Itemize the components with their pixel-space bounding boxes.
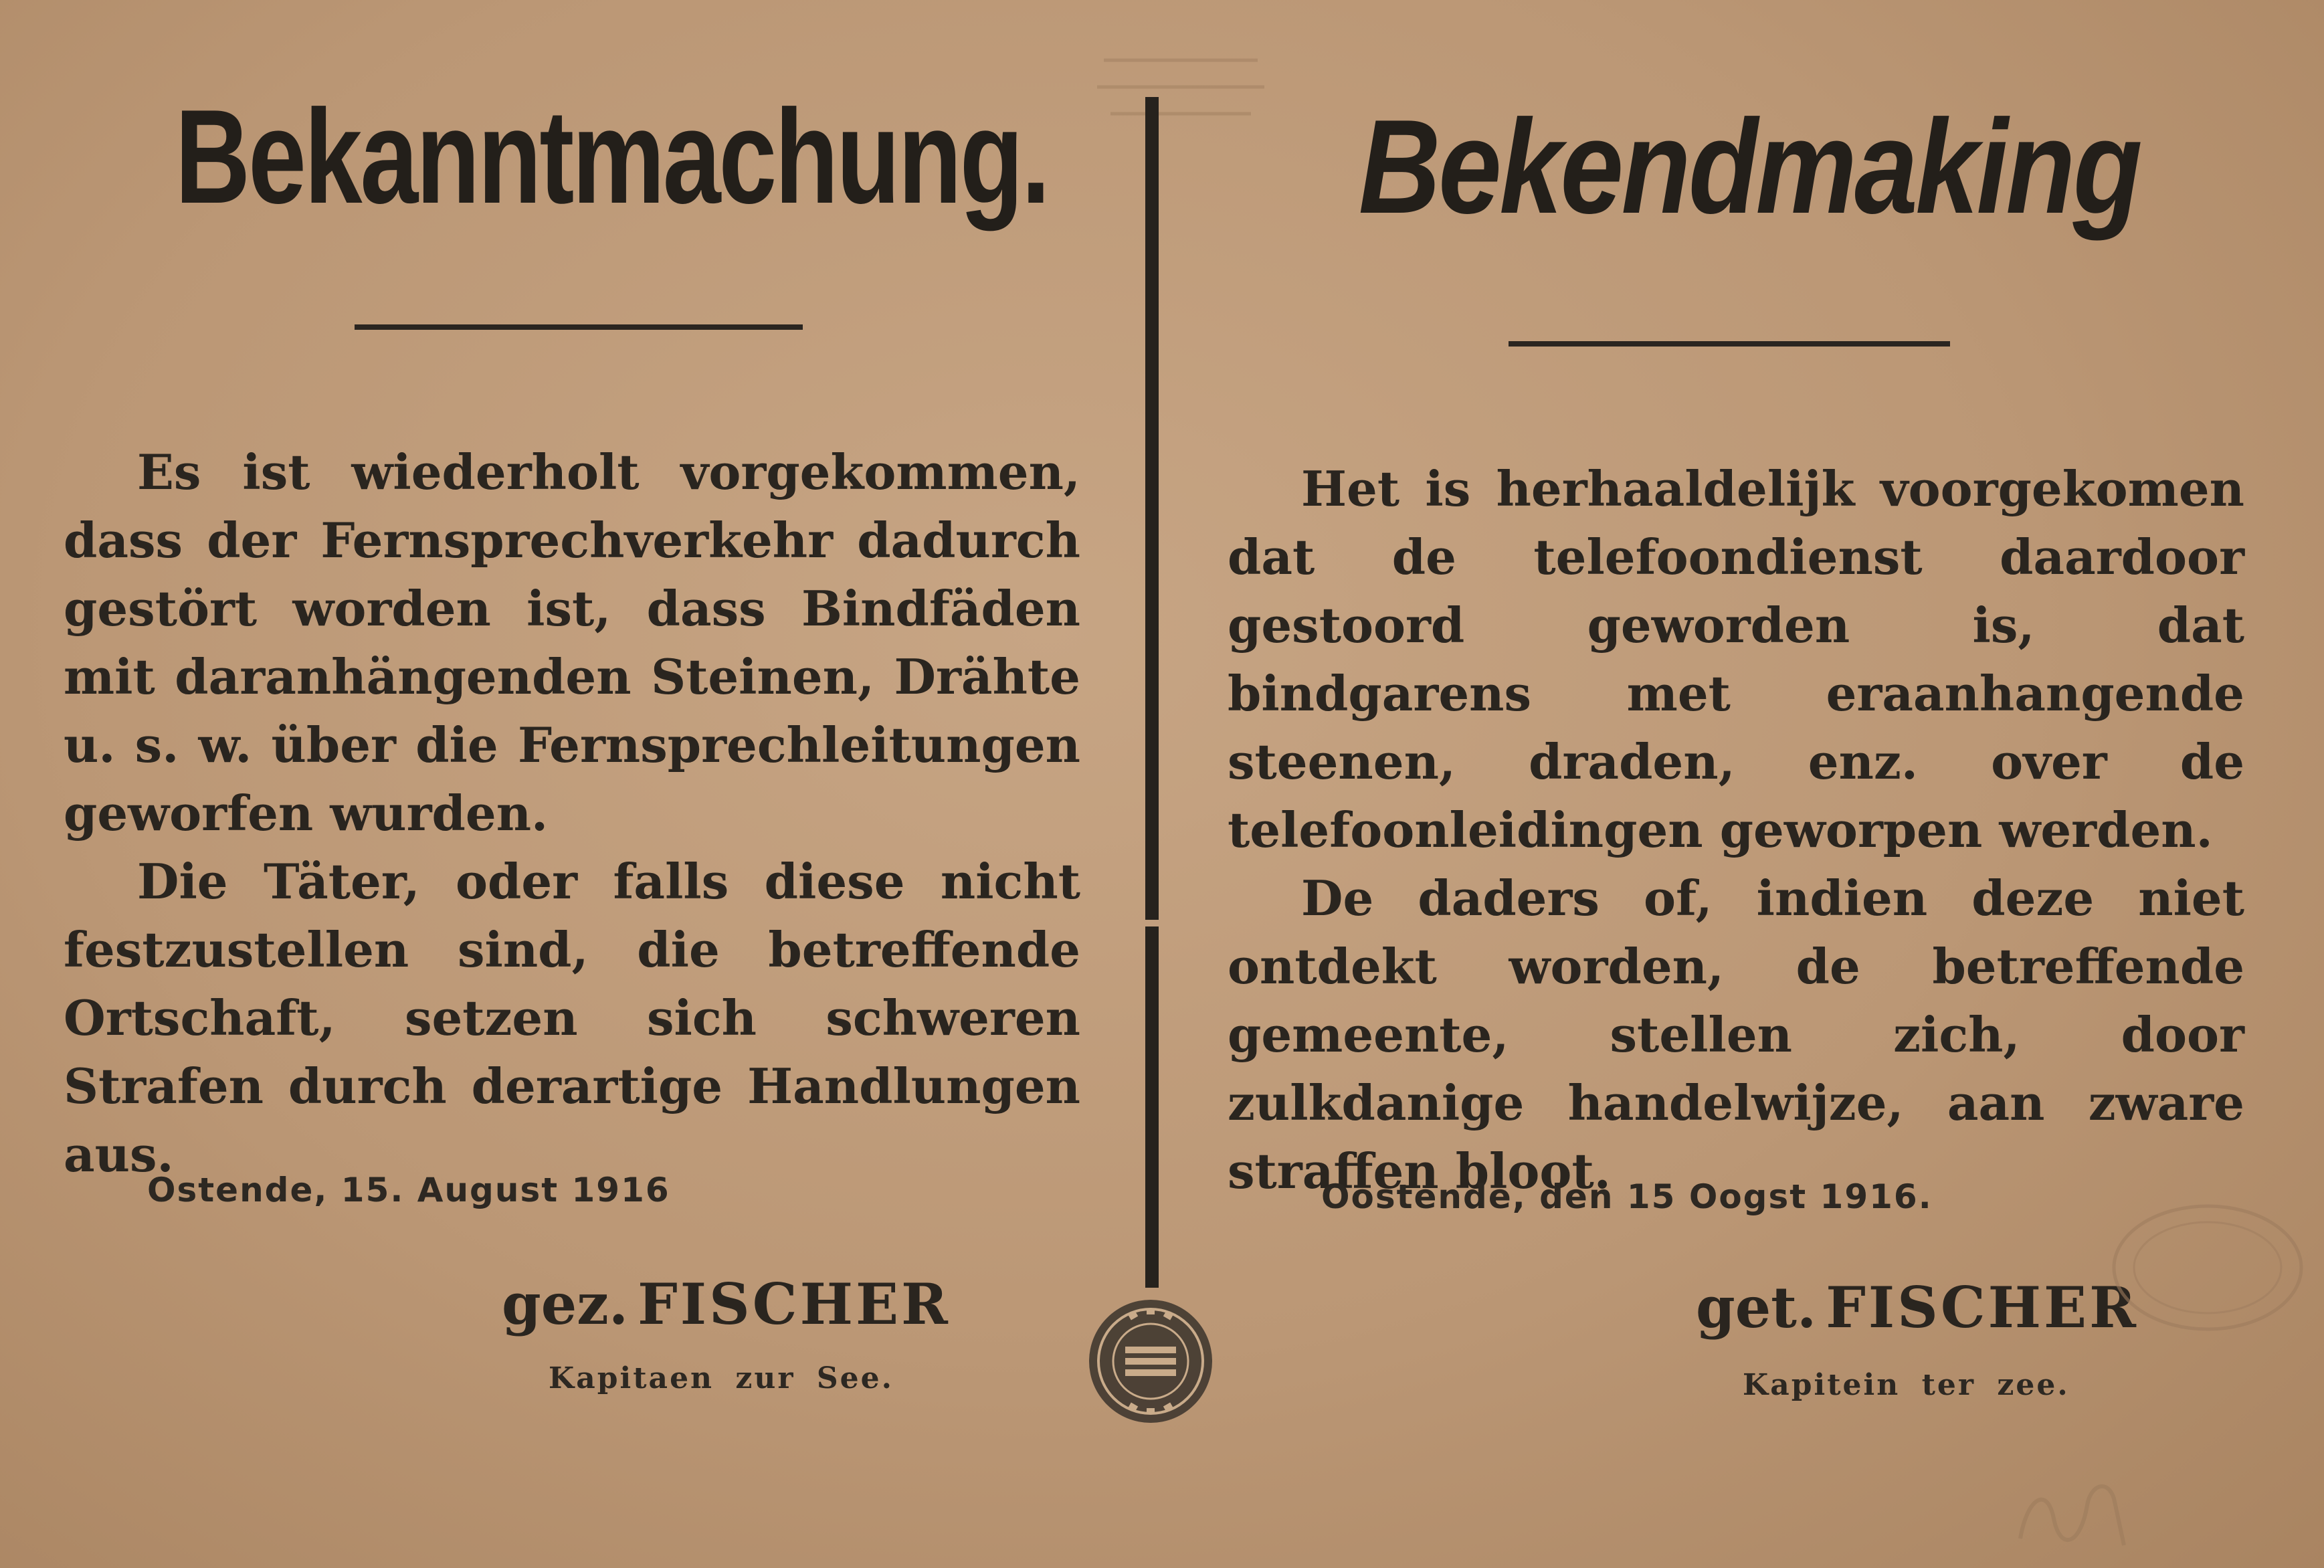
round-seal-stamp-icon bbox=[1084, 1294, 1218, 1428]
dutch-paragraph-1: Het is herhaaldelijk voorgekomen dat de telefoondienst daardoor gestoord geworden is, dat bindgarens met eraanhangende steenen, draden, enz. over de telefoonleidingen geworpen werden. bbox=[1228, 460, 2244, 858]
german-title: Bekanntmachung. bbox=[175, 82, 1049, 231]
german-signed-prefix: gez. bbox=[502, 1271, 629, 1337]
german-body bbox=[64, 438, 1080, 1189]
center-divider-upper bbox=[1145, 97, 1159, 920]
german-signature bbox=[502, 1271, 951, 1337]
dutch-title: Bekendmaking bbox=[1358, 92, 2141, 241]
german-dateline: Ostende, 15. August 1916 bbox=[147, 1171, 670, 1209]
center-divider-lower bbox=[1145, 926, 1159, 1288]
german-paragraph-1: Es ist wiederholt vorgekommen, dass der Fernsprechverkehr dadurch gestört worden ist, dass Bindfäden mit daranhängenden Steinen, Drähte u. s. w. über die Fernsprechleitungen geworfen wurden. bbox=[64, 444, 1080, 842]
dutch-body bbox=[1228, 455, 2244, 1205]
german-title-rule bbox=[355, 324, 803, 330]
german-paragraph-2: Die Täter, oder falls diese nicht festzustellen sind, die betreffende Ortschaft, setzen sich schweren Strafen durch derartige Handlungen aus. bbox=[64, 853, 1080, 1183]
dutch-paragraph-2: De daders of, indien deze niet ontdekt worden, de betreffende gemeente, stellen zich, door zulkdanige handelwijze, aan zware straffen bloot. bbox=[1228, 870, 2244, 1199]
german-notice bbox=[60, 0, 1104, 1568]
dutch-dateline: Oostende, den 15 Oogst 1916. bbox=[1321, 1177, 1933, 1216]
dutch-signed-prefix: get. bbox=[1696, 1274, 1817, 1341]
german-rank: Kapitaen zur See. bbox=[549, 1361, 894, 1395]
dutch-title-rule bbox=[1509, 341, 1950, 347]
dutch-rank: Kapitein ter zee. bbox=[1743, 1368, 2070, 1402]
dutch-signed-name: FISCHER bbox=[1826, 1274, 2139, 1341]
handwritten-mark-icon bbox=[2007, 1458, 2141, 1559]
german-signed-name: FISCHER bbox=[638, 1271, 951, 1337]
oval-stamp-icon bbox=[2107, 1197, 2308, 1338]
dutch-signature bbox=[1696, 1274, 2139, 1341]
